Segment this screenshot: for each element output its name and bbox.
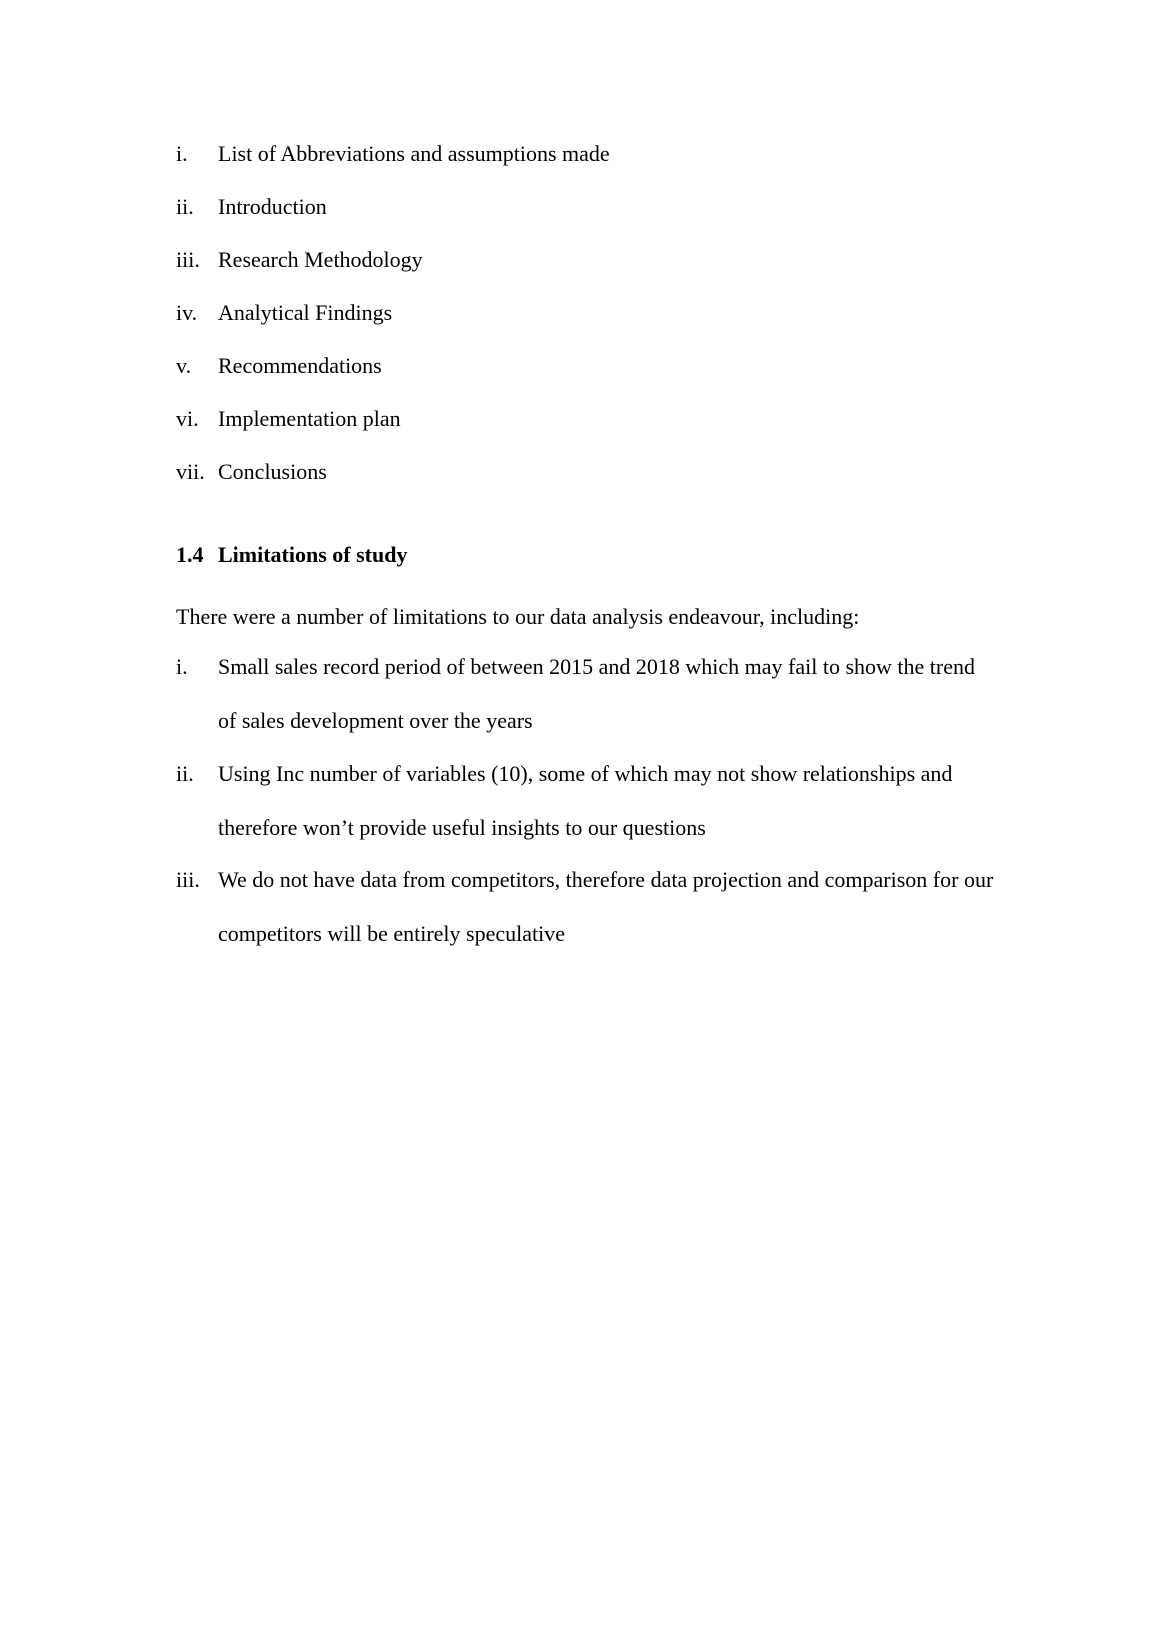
list-marker: i.	[176, 141, 188, 166]
contents-list-item	[176, 233, 996, 287]
contents-list-item	[176, 339, 996, 393]
list-marker: iii.	[176, 867, 200, 892]
list-item-text: Introduction	[218, 194, 327, 219]
list-item-text: Conclusions	[218, 459, 327, 484]
contents-list-item	[176, 286, 996, 340]
list-marker: iii.	[176, 247, 200, 272]
list-marker: iv.	[176, 300, 198, 325]
section-intro-paragraph: There were a number of limitations to our data analysis endeavour, including:	[176, 604, 860, 629]
limitations-list-item	[176, 747, 996, 855]
list-item-text: Analytical Findings	[218, 300, 393, 325]
list-item-text: Small sales record period of between 2015 and 2018 which may fail to show the trend of sales development over the years	[218, 654, 975, 733]
list-marker: i.	[176, 654, 188, 679]
list-item-text: Recommendations	[218, 353, 382, 378]
list-marker: vii.	[176, 459, 205, 484]
list-marker: v.	[176, 353, 192, 378]
limitations-list-item	[176, 640, 996, 748]
limitations-list-item	[176, 853, 996, 961]
list-item-text: Research Methodology	[218, 247, 423, 272]
list-item-text: List of Abbreviations and assumptions made	[218, 141, 610, 166]
contents-list-item	[176, 127, 996, 181]
list-marker: vi.	[176, 406, 199, 431]
contents-list-item	[176, 445, 996, 499]
list-item-text: We do not have data from competitors, therefore data projection and comparison for our competitors will be entirely speculative	[218, 867, 994, 946]
list-marker: ii.	[176, 194, 194, 219]
contents-list-item	[176, 180, 996, 234]
list-item-text: Implementation plan	[218, 406, 401, 431]
list-marker: ii.	[176, 761, 194, 786]
list-item-text: Using Inc number of variables (10), some of which may not show relationships and therefore won’t provide useful insights to our questions	[218, 761, 953, 840]
contents-list-item	[176, 392, 996, 446]
section-title: Limitations of study	[218, 542, 408, 567]
section-number: 1.4	[176, 542, 204, 567]
section-heading	[176, 540, 407, 570]
